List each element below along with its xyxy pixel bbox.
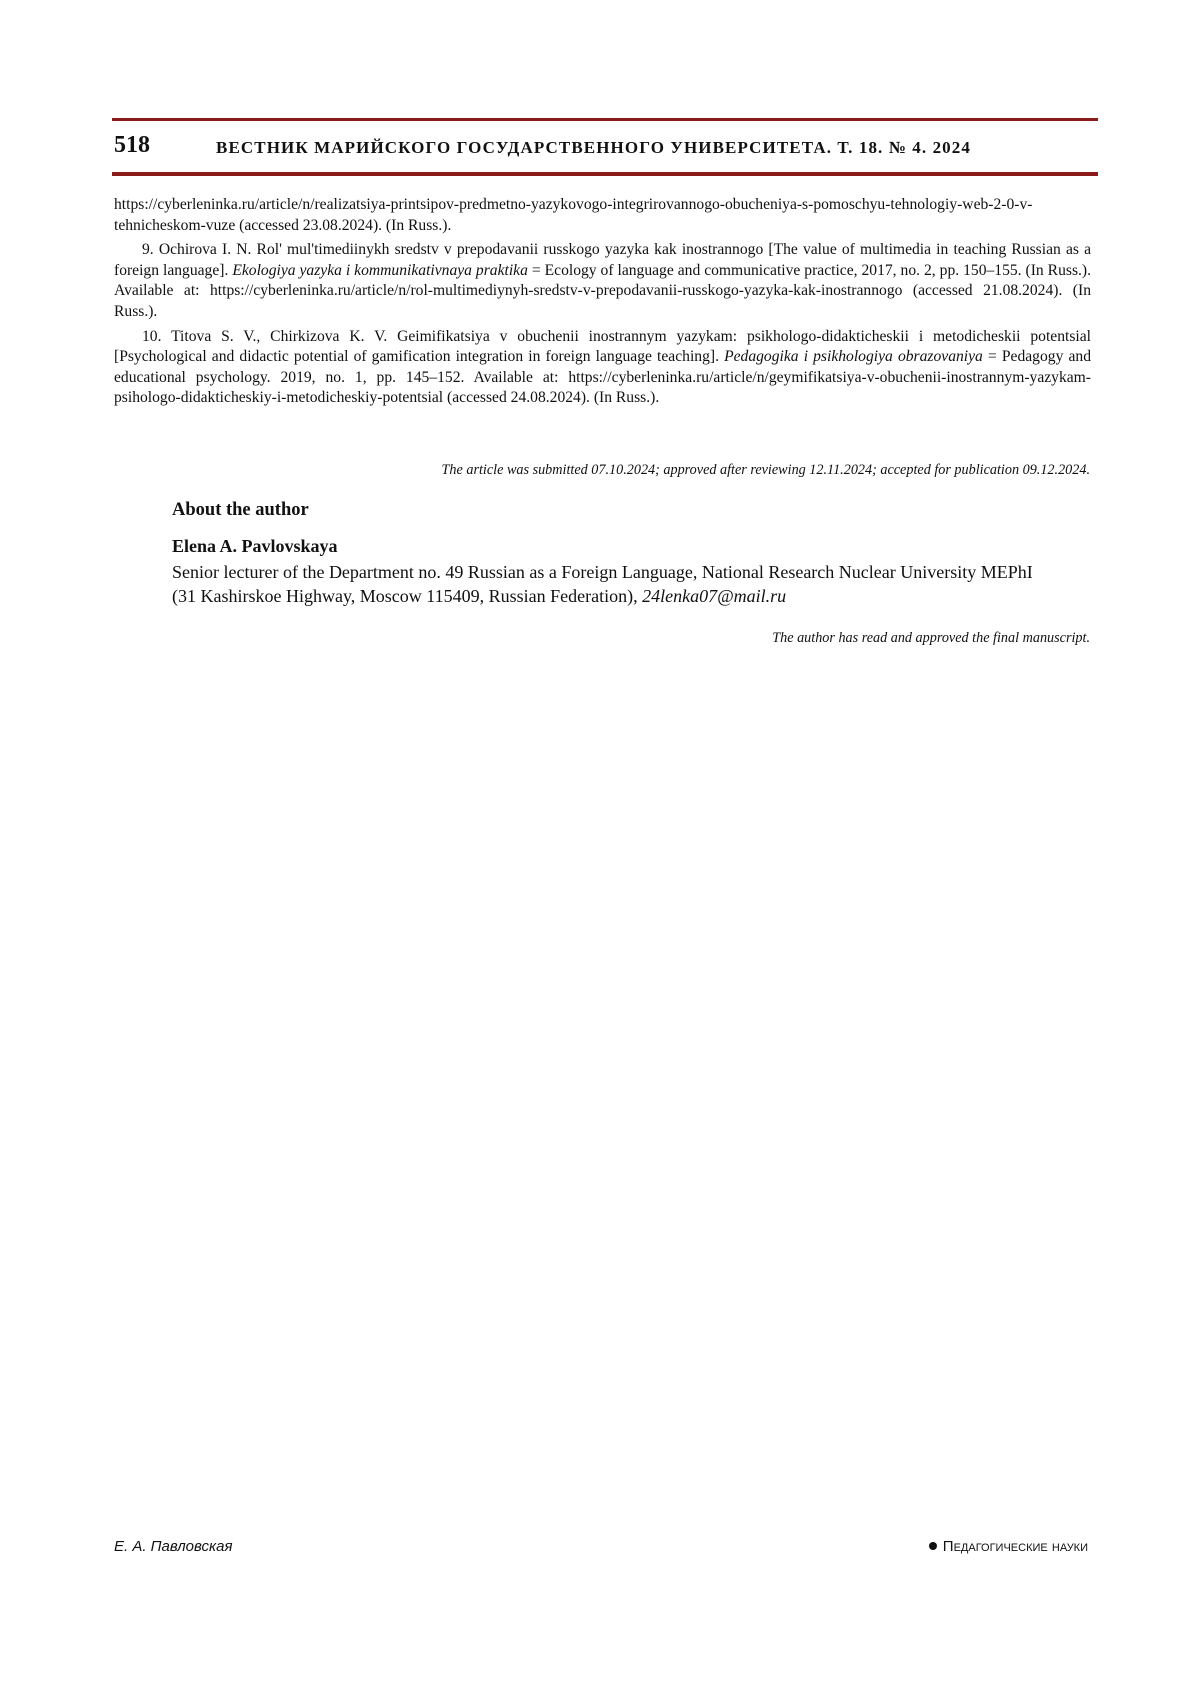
author-email: 24lenka07@mail.ru (642, 586, 787, 606)
reference-10-text: 10. Titova S. V., Chirkizova K. V. Geimifikatsiya v obuchenii inostrannym yazykam: psikhologo-didakticheskii i metodicheskii potentsial [Psychological and didactic potential of gamification integration in foreign language teaching]. (114, 327, 1091, 366)
reference-9 (114, 240, 1091, 322)
about-author-heading: About the author (172, 500, 309, 520)
reference-9-journal: Ekologiya yazyka i kommunikativnaya praktika (232, 261, 528, 279)
reference-list (114, 195, 1091, 413)
reference-10 (114, 327, 1091, 409)
approval-note: The author has read and approved the final manuscript. (772, 630, 1090, 646)
reference-9-details: = Ecology of language and communicative practice, 2017, no. 2, pp. 150–155. (In Russ.). Available at: https://cyberleninka.ru/article/n/rol-multimediynyh-sredstv-v-prepodavanii-russkogo-yazyka-kak-inostrannogo (accessed 21.08.2024). (In Russ.). (114, 261, 1092, 320)
header-top-rule (112, 118, 1098, 121)
footer-author: Е. А. Павловская (114, 1538, 233, 1555)
journal-title: ВЕСТНИК МАРИЙСКОГО ГОСУДАРСТВЕННОГО УНИВЕРСИТЕТА. Т. 18. № 4. 2024 (216, 138, 971, 157)
bullet-icon (929, 1542, 937, 1550)
page-header (112, 130, 1098, 166)
reference-9-text: 9. Ochirova I. N. Rol' mul'timediinykh sredstv v prepodavanii russkogo yazyka kak inostrannogo [The value of multimedia in teaching Russian as a foreign language]. (114, 241, 1091, 279)
footer-section-label: Педагогические науки (942, 1538, 1088, 1555)
reference-10-details: = Pedagogy and educational psychology. 2019, no. 1, pp. 145–152. Available at: https://cyberleninka.ru/article/n/geymifikatsiya-v-obuchenii-inostrannym-yazykam-psihologo-didakticheskiy-i-metodicheskiy-potentsial (accessed 24.08.2024). (In Russ.). (114, 348, 1091, 407)
author-affiliation (172, 560, 1044, 608)
footer-section (929, 1538, 1088, 1555)
author-name: Elena A. Pavlovskaya (172, 536, 338, 556)
header-bottom-rule (112, 172, 1098, 176)
reference-continuation: https://cyberleninka.ru/article/n/realizatsiya-printsipov-predmetno-yazykovogo-integrirovannogo-obucheniya-s-pomoschyu-tehnologiy-web-2-0-v-tehnicheskom-vuze (accessed 23.08.2024). (In Russ.). (114, 196, 1033, 234)
page-number: 518 (114, 132, 150, 158)
submission-note: The article was submitted 07.10.2024; approved after reviewing 12.11.2024; accepted for publication 09.12.2024. (441, 462, 1090, 478)
author-affiliation-text: Senior lecturer of the Department no. 49 Russian as a Foreign Language, National Research Nuclear University MEPhI (31 Kashirskoe Highway, Moscow 115409, Russian Federation), (172, 562, 1033, 606)
reference-10-journal: Pedagogika i psikhologiya obrazovaniya (724, 348, 983, 366)
